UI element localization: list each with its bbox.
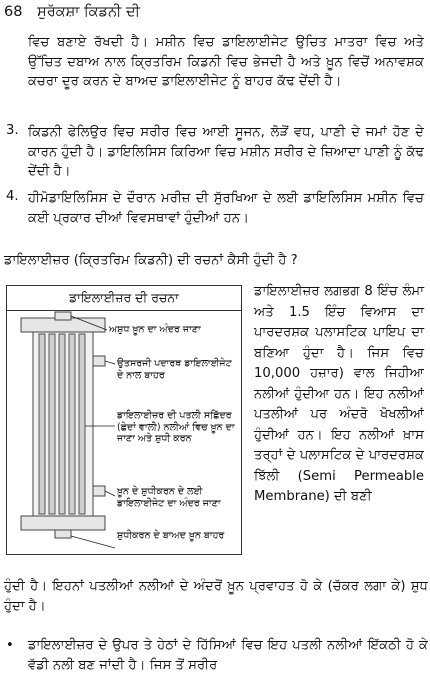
hollow-fiber: [59, 334, 65, 514]
page-header: [4, 4, 140, 20]
bullet-marker: •: [6, 638, 14, 653]
inlet-nozzle: [55, 312, 71, 320]
hollow-fiber: [39, 334, 45, 514]
label-clean-blood-out: ਸ਼ੁਧੀਕਰਨ ਦੇ ਬਾਅਦ ਖ਼ੂਨ ਬਾਹਰ: [117, 530, 225, 541]
hollow-fiber: [69, 334, 75, 514]
item-number: 4.: [6, 189, 19, 204]
leader-line: [105, 361, 115, 364]
figure-title: ਡਾਇਲਾਈਜ਼ਰ ਦੀ ਰਚਨਾ: [69, 290, 179, 305]
label-fibers-purification: ਡਾਇਲਾਈਜ਼ਰ ਦੀ ਪਤਲੀ ਸਛਿੱਦਰ (ਛੇਦਾਂ ਵਾਲੀ) ਨਲੀਆਂ ਵਿਚ ਖ਼ੂਨ ਦਾ ਜਾਣਾ ਅਤੇ ਸ਼ੁਧੀ ਕਰਨ: [117, 410, 235, 444]
running-title: ਸੁਰੱਕਸ਼ਾ ਕਿਡਨੀ ਦੀ: [37, 4, 140, 20]
hollow-fiber: [49, 334, 55, 514]
item-text: ਹੀਮੋਡਾਇਲਿਸਿਸ ਦੇ ਦੌਰਾਨ ਮਰੀਜ਼ ਦੀ ਸੁੱਰਖਿਆ ਦੇ ਲਈ ਡਾਇਲਿਸਿਸ ਮਸ਼ੀਨ ਵਿਚ ਕਈ ਪ੍ਰਕਾਰ ਦੀਆਂ ਵਿਵਸਥਾਵਾਂ ਹੁੰਦੀਆਂ ਹਨ।: [28, 191, 424, 226]
label-dialysate-in: ਖ਼ੂਨ ਦੇ ਸ਼ੁਧੀਕਰਨ ਦੇ ਲਈ ਡਾਇਲਾਈਜੇਟ ਦਾ ਅੰਦਰ ਜਾਣਾ: [117, 486, 221, 509]
dialyzer-bottom-cap: [21, 516, 105, 530]
outlet-nozzle: [55, 530, 71, 538]
page-number: 68: [4, 4, 23, 20]
continuation-paragraph: ਹੁੰਦੀ ਹੈ। ਇਹਨਾਂ ਪਤਲੀਆਂ ਨਲੀਆਂ ਦੇ ਅੰਦਰੋਂ ਖ਼ੂਨ ਪ੍ਰਵਾਹਤ ਹੋ ਕੇ (ਚੱਕਰ ਲਗਾ ਕੇ) ਸ਼ੁਧ ਹੁੰਦਾ ਹੈ।: [4, 579, 428, 614]
leader-line: [71, 536, 115, 548]
section-question-heading: ਡਾਇਲਾਈਜ਼ਰ (ਕ੍ਰਿਤਰਿਮ ਕਿਡਨੀ) ਦੀ ਰਚਨਾਂ ਕੈਸੀ ਹੁੰਦੀ ਹੈ ?: [4, 253, 298, 268]
bullet-text: ਡਾਇਲਾਈਜ਼ਰ ਦੇ ਉਪਰ ਤੇ ਹੇਠਾਂ ਦੇ ਹਿੱਸਿਆਂ ਵਿਚ ਇਹ ਪਤਲੀ ਨਲੀਆਂ ਇੱਕਠੀ ਹੋ ਕੇ ਵੱਡੀ ਨਲੀ ਬਣ ਜਾਂਦੀ ਹੈ। ਜਿਸ ਤੋਂ ਸਰੀਰ: [28, 638, 428, 673]
label-impure-blood-in: ਅਸ਼ੁਧ ਖ਼ੂਨ ਦਾ ਅੰਦਰ ਜਾਣਾ: [109, 324, 201, 335]
dialysate-outlet-port: [93, 356, 105, 366]
item-number: 3.: [6, 123, 19, 138]
label-waste-out: ਉਤਸਰਜੀ ਪਦਾਰਥ ਡਾਇਲਾਈਜੇਟ ਦੇ ਨਾਲ ਬਾਹਰ: [117, 358, 232, 381]
dialysate-inlet-port: [93, 486, 105, 496]
item-text: ਕਿਡਨੀ ਫੇਲਿਉਰ ਵਿਚ ਸਰੀਰ ਵਿਚ ਆਈ ਸੂਜਨ, ਲੋੜੋਂ ਵਧ, ਪਾਣੀ ਦੇ ਜਮਾਂ ਹੋਣ ਦੇ ਕਾਰਨ ਹੁੰਦੀ ਹੈ। ਡਾਇਲਿਸਿਸ ਕਿਰਿਆ ਵਿਚ ਮਸ਼ੀਨ ਸਰੀਰ ਦੇ ਜ਼ਿਆਦਾ ਪਾਣੀ ਨੂੰ ਕੱਢ ਦੇਂਦੀ ਹੈ।: [28, 125, 424, 179]
intro-paragraph: ਵਿਚ ਬਣਾਏ ਰੱਖਦੀ ਹੈ। ਮਸ਼ੀਨ ਵਿਚ ਡਾਇਲਾਈਜੇਟ ਉਚਿਤ ਮਾਤਰਾ ਵਿਚ ਅਤੇ ਉੱਚਿਤ ਦਬਾਅ ਨਾਲ ਕ੍ਰਿਤਰਿਮ ਕਿਡਨੀ ਵਿਚ ਭੇਜਦੀ ਹੈ ਅਤੇ ਖ਼ੂਨ ਵਿਚੋਂ ਅਨਾਵਸ਼ਕ ਕਚਰਾ ਦੂਰ ਕਰਨ ਦੇ ਬਾਅਦ ਡਾਇਲਾਈਜੇਟ ਨੂੰ ਬਾਹਰ ਕੱਢ ਦੇਂਦੀ ਹੈ।: [28, 35, 424, 89]
leader-line: [105, 491, 115, 496]
side-paragraph: ਡਾਇਲਾਈਜ਼ਰ ਲਗਭਗ 8 ਇੰਚ ਲੰਮਾ ਅਤੇ 1.5 ਇੰਚ ਵਿਆਸ ਦਾ ਪਾਰਦਰਸ਼ਕ ਪਲਾਸਟਿਕ ਪਾਇਪ ਦਾ ਬਣਿਆ ਹੁੰਦਾ ਹੈ। ਜਿਸ ਵਿਚ 10,000 ਹਜ਼ਾਰ) ਵਾਲ ਜਿਹੀਆ ਨਲੀਆਂ ਹੁੰਦੀਆ ਹਨ। ਇਹ ਨਲੀਆਂ ਪਤਲੀਆਂ ਪਰ ਅੰਦਰੋ ਖੋਖਲੀਆਂ ਹੁੰਦੀਆਂ ਹਨ। ਇਹ ਨਲੀਆਂ ਖ਼ਾਸ ਤਰ੍ਹਾਂ ਦੇ ਪਲਾਸਟਿਕ ਦੇ ਪਾਰਦਰਸ਼ਕ ਝਿੱਲੀ (Semi Permeable Membrane) ਦੀ ਬਣੀ: [254, 284, 424, 504]
dialyzer-figure: [6, 285, 242, 555]
hollow-fiber: [79, 334, 85, 514]
